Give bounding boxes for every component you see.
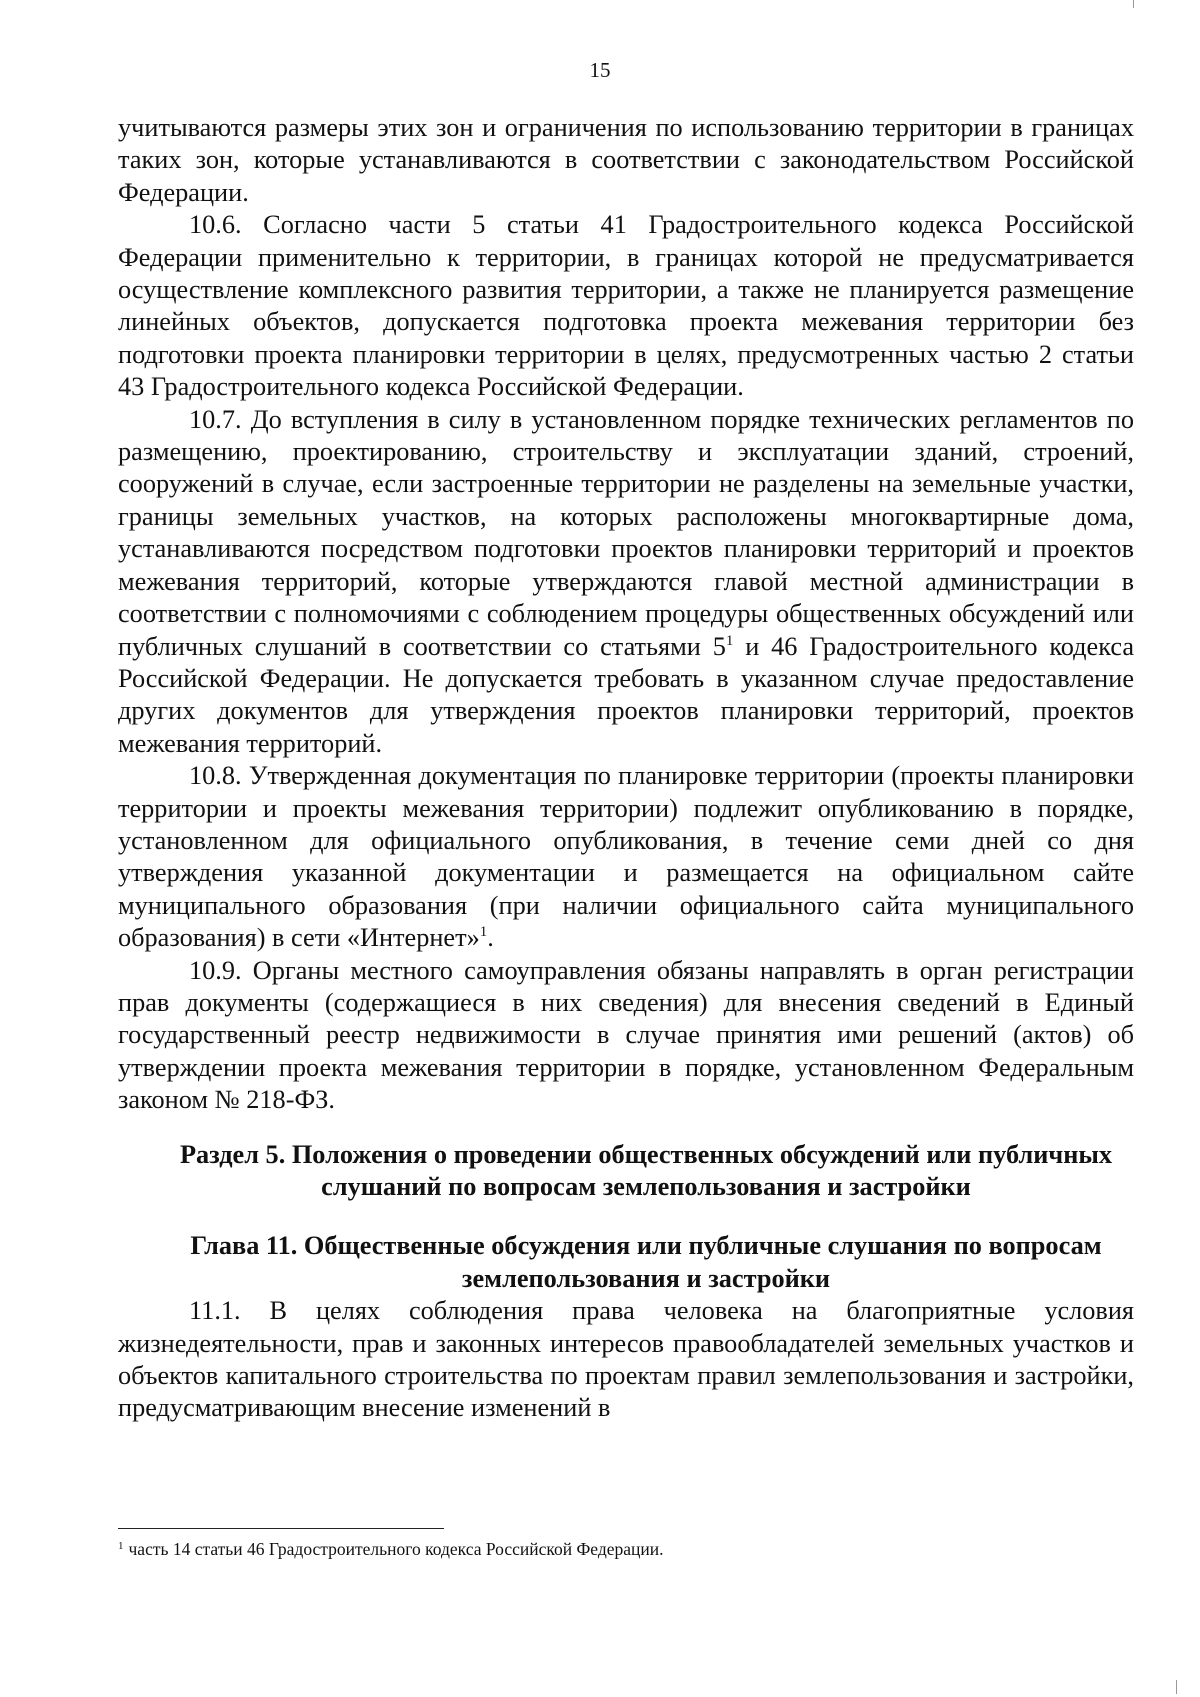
paragraph-10-6: 10.6. Согласно части 5 статьи 41 Градостроительного кодекса Российской Федерации применительно к территории, в границах которой не предусматривается осуществление комплексного развития территории, а также не планируется размещение линейных объектов, допускается подготовка проекта межевания территории без подготовки проекта планировки территории в целях, предусмотренных частью 2 статьи 43 Градостроительного кодекса Российской Федерации. (118, 210, 1134, 402)
footnote-separator (118, 1528, 444, 1529)
footnote-text: часть 14 статьи 46 Градостроительного кодекса Российской Федерации. (128, 1539, 664, 1559)
chapter-heading: Глава 11. Общественные обсуждения или публичные слушания по вопросам землепользования и застройки (190, 1231, 1102, 1293)
paragraph-continuation: учитываются размеры этих зон и ограничения по использованию территории в границах таких зон, которые устанавливаются в соответствии с законодательством Российской Федерации. (118, 113, 1134, 207)
paragraph-10-7-text-b: и 46 Градостроительного кодекса Российской Федерации. Не допускается требовать в указанном случае предоставление других документов для утверждения проектов планировки территорий, проектов межевания территорий. (118, 631, 1134, 758)
paragraph-10-9: 10.9. Органы местного самоуправления обязаны направлять в орган регистрации прав документы (содержащиеся в них сведения) для внесения сведений в Единый государственный реестр недвижимости в случае принятия ими решений (актов) об утверждении проекта межевания территории в порядке, установленном Федеральным законом № 218-ФЗ. (118, 955, 1134, 1115)
scan-edge-mark (1176, 1680, 1177, 1694)
scan-edge-mark (1133, 0, 1134, 8)
page-number: 15 (589, 58, 611, 82)
footnote-reference: 1 (725, 632, 734, 649)
section-heading: Раздел 5. Положения о проведении общественных обсуждений или публичных слушаний по вопросам землепользования и застройки (179, 1139, 1113, 1201)
footnote (118, 1538, 1018, 1560)
footnote-reference: 1 (479, 924, 488, 941)
footnote-marker: 1 (118, 1540, 124, 1552)
paragraph-10-7-text-a: 10.7. До вступления в силу в установленном порядке технических регламентов по размещению, проектированию, строительству и эксплуатации зданий, строений, сооружений в случае, если застроенные территории не разделены на земельные участки, границы земельных участков, на которых расположены многоквартирные дома, устанавливаются посредством подготовки проектов планировки территорий и проектов межевания территорий, которые утверждаются главой местной администрации в соответствии с полномочиями с соблюдением процедуры общественных обсуждений или публичных слушаний в соответствии со статьями 5 (118, 404, 1134, 661)
document-body (118, 112, 1134, 1425)
paragraph-10-8-text-b: . (487, 923, 494, 953)
paragraph-10-7 (118, 404, 1134, 760)
paragraph-10-8 (118, 760, 1134, 954)
paragraph-10-8-text-a: 10.8. Утвержденная документация по планировке территории (проекты планировки территории и проекты межевания территории) подлежит опубликованию в порядке, установленном для официального опубликования, в течение семи дней со дня утверждения указанной документации и размещается на официальном сайте муниципального образования (при наличии официального сайта муниципального образования) в сети «Интернет» (118, 761, 1134, 953)
paragraph-11-1: 11.1. В целях соблюдения права человека на благоприятные условия жизнедеятельности, прав и законных интересов правообладателей земельных участков и объектов капитального строительства по проектам правил землепользования и застройки, предусматривающим внесение изменений в (118, 1296, 1134, 1423)
